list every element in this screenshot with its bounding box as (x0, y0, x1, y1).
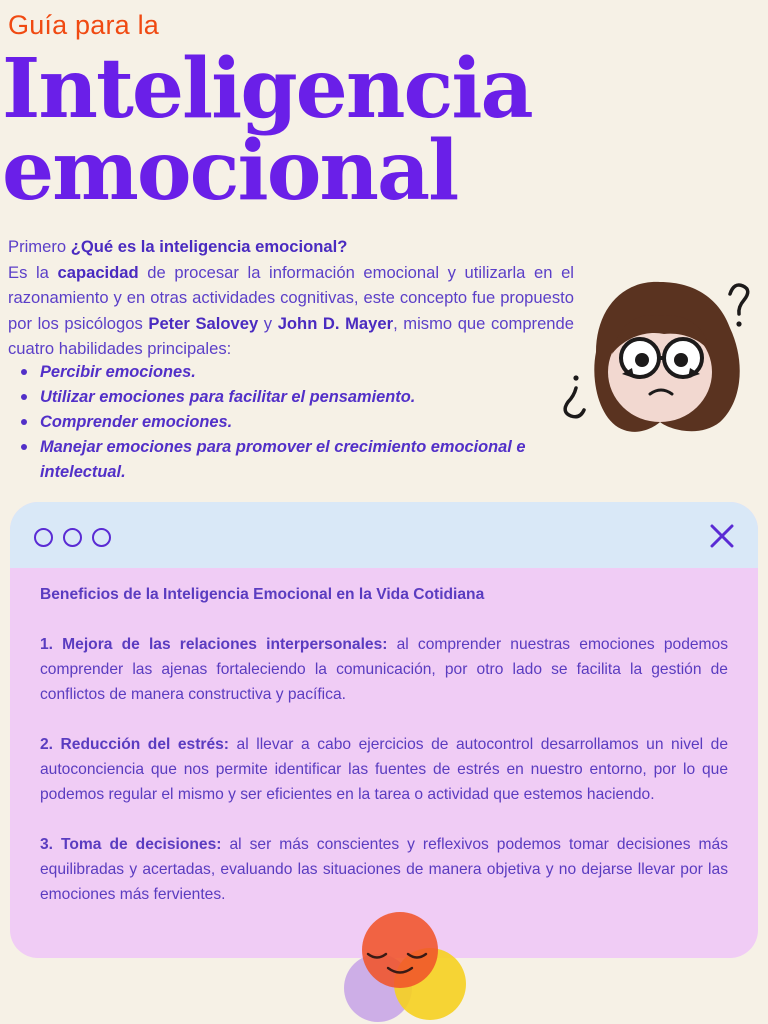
window-body (10, 568, 758, 907)
intro-question: ¿Qué es la inteligencia emocional? (70, 237, 348, 256)
girl-avatar-icon (560, 272, 760, 442)
abilities-list (18, 360, 578, 485)
list-item: Manejar emociones para promover el crecimiento emocional e intelectual. (18, 435, 578, 485)
list-item: Utilizar emociones para facilitar el pensamiento. (18, 385, 578, 410)
intro-paragraph: Primero ¿Qué es la inteligencia emocional? Es la capacidad de procesar la información emocional y utilizarla en el razonamiento y en otras actividades cognitivas, este concepto fue propuesto por los psicólogos Peter Salovey y John D. Mayer, mismo que comprende cuatro habilidades principales: (8, 237, 574, 358)
smiling-circles-icon (336, 908, 472, 1024)
window-dot-icon (92, 528, 111, 547)
author-mayer: John D. Mayer (277, 313, 394, 333)
list-item: Comprender emociones. (18, 410, 578, 435)
kicker: Guía para la (8, 10, 159, 40)
info-window (10, 502, 758, 958)
benefit-item: 2. Reducción del estrés: al llevar a cabo ejercicios de autocontrol desarrollamos un nivel de autoconciencia que nos permite identificar las fuentes de estrés en nuestro entorno, por lo que podemos regular el mismo y ser eficientes en la tarea o actividad que estemos haciendo. (40, 736, 729, 803)
author-salovey: Peter Salovey (148, 313, 259, 333)
title-line-2: emocional (2, 123, 458, 219)
page-title (2, 41, 532, 219)
title-line-1: Inteligencia (2, 41, 532, 137)
benefit-item: 1. Mejora de las relaciones interpersonales: al comprender nuestras emociones podemos comprender las ajenas fortaleciendo la comunicación, por otro lado se facilita la gestión de conflictos de manera constructiva y pacífica. (40, 636, 728, 703)
list-item: Percibir emociones. (18, 360, 578, 385)
benefits-heading: Beneficios de la Inteligencia Emocional en la Vida Cotidiana (40, 586, 485, 603)
window-dot-icon (34, 528, 53, 547)
window-dot-icon (63, 528, 82, 547)
window-titlebar (10, 502, 758, 568)
benefit-item: 3. Toma de decisiones: al ser más conscientes y reflexivos podemos tomar decisiones más equilibradas y acertadas, evaluando las situaciones de manera objetiva y no dejarse llevar por las emociones más fervientes. (40, 836, 728, 903)
close-icon[interactable] (710, 524, 734, 548)
